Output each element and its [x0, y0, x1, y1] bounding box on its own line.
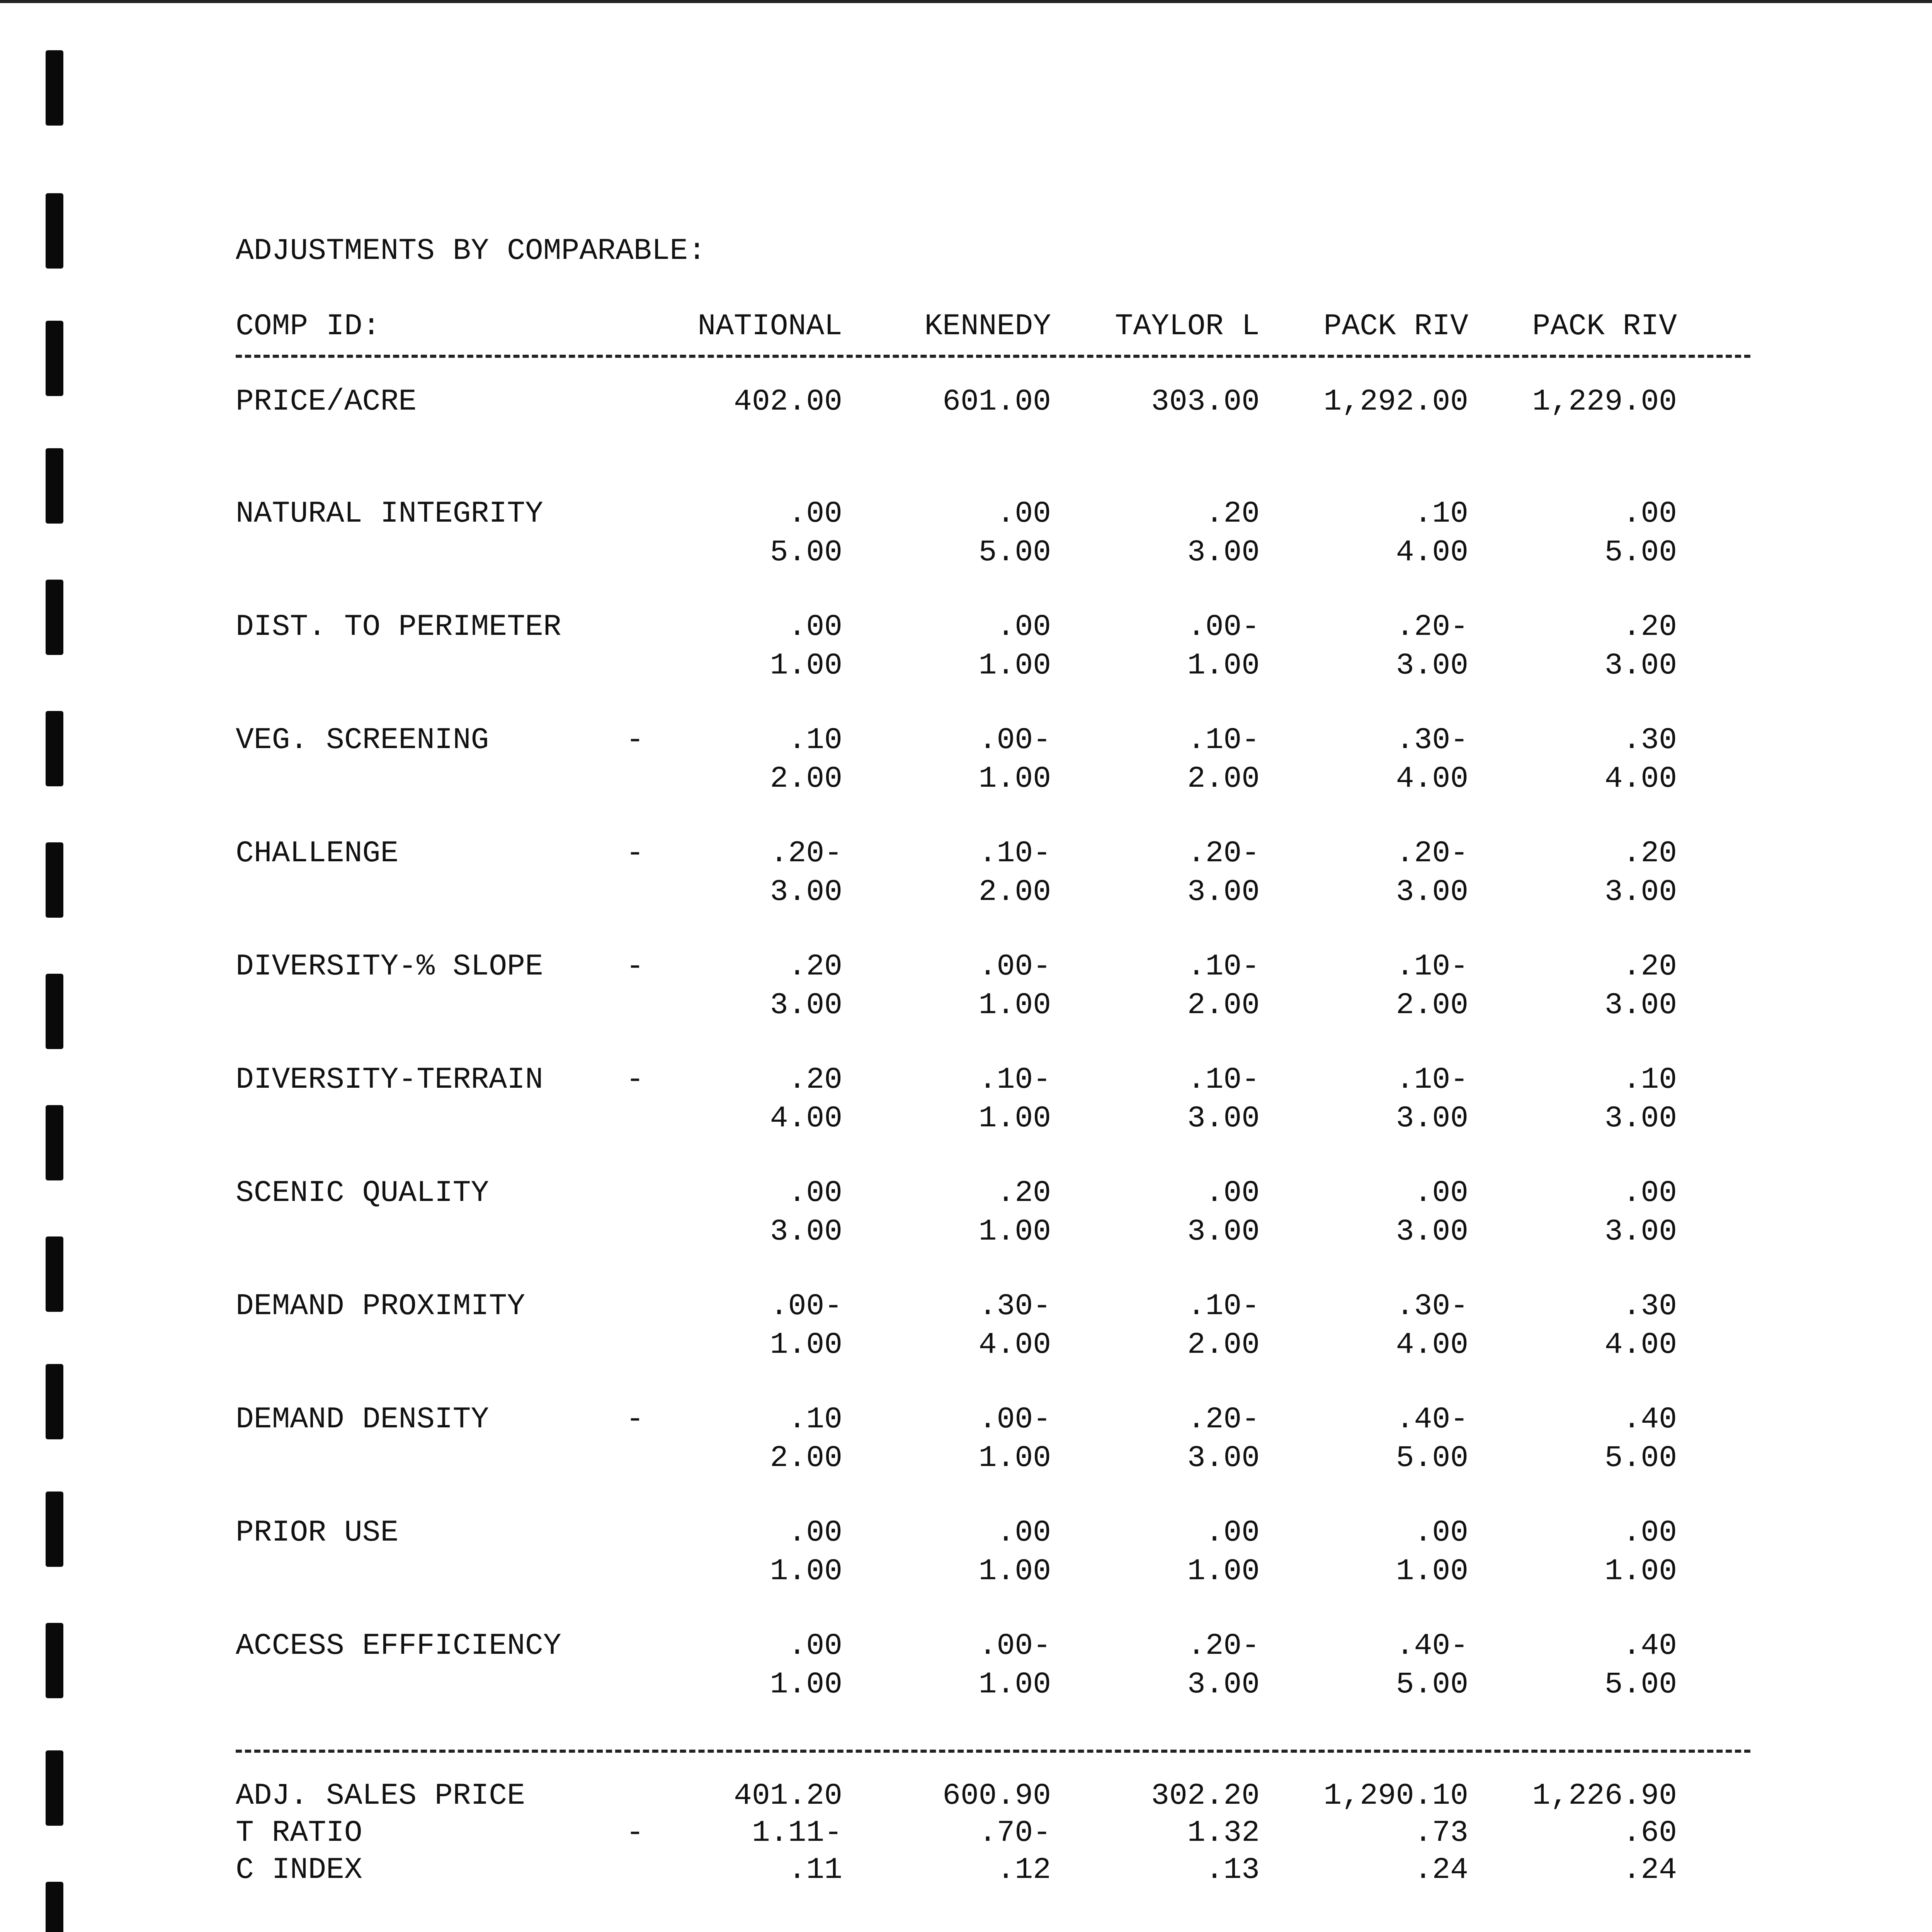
- binder-mark: [46, 1492, 63, 1567]
- summary-cell: 1,226.90: [1532, 1779, 1677, 1813]
- table-cell: 1,229.00: [1532, 385, 1677, 419]
- binder-mark: [46, 321, 63, 396]
- adjustment-cell: .00: [1622, 1176, 1677, 1210]
- factor-label: NATURAL INTEGRITY: [236, 497, 543, 531]
- binder-mark: [46, 1882, 63, 1932]
- summary-divider: [236, 1750, 1750, 1753]
- adjustment-cell: .00: [1205, 1516, 1260, 1550]
- binder-mark: [46, 711, 63, 786]
- score-cell: 3.00: [770, 875, 842, 909]
- score-cell: 3.00: [770, 988, 842, 1022]
- summary-cell: .70-: [978, 1816, 1051, 1850]
- adjustment-cell: .10-: [1396, 1063, 1468, 1097]
- table-cell: 303.00: [1151, 385, 1260, 419]
- score-cell: 3.00: [1604, 649, 1677, 683]
- adjustment-cell: .40-: [1396, 1629, 1468, 1663]
- score-cell: 3.00: [1187, 1102, 1260, 1136]
- score-cell: 5.00: [770, 536, 842, 570]
- factor-label: SCENIC QUALITY: [236, 1176, 489, 1210]
- score-cell: 3.00: [1396, 649, 1468, 683]
- binder-mark: [46, 193, 63, 269]
- score-cell: 3.00: [1187, 1668, 1260, 1702]
- binder-mark: [46, 1236, 63, 1312]
- adjustment-cell: .00: [788, 497, 842, 531]
- report-title: ADJUSTMENTS BY COMPARABLE:: [236, 234, 706, 268]
- summary-dash-marker: -: [626, 1816, 644, 1850]
- adjustment-cell: .20: [1622, 837, 1677, 871]
- score-cell: 3.00: [1187, 1215, 1260, 1249]
- score-cell: 2.00: [1187, 1328, 1260, 1362]
- adjustment-cell: .30-: [978, 1289, 1051, 1323]
- factor-dash-marker: -: [626, 950, 644, 984]
- score-cell: 4.00: [978, 1328, 1051, 1362]
- adjustment-cell: .00: [997, 1516, 1051, 1550]
- factor-label: VEG. SCREENING: [236, 723, 489, 757]
- adjustment-cell: .10-: [1187, 950, 1260, 984]
- summary-cell: 401.20: [734, 1779, 842, 1813]
- adjustment-cell: .20: [1622, 610, 1677, 644]
- comp-id-label: COMP ID:: [236, 310, 381, 344]
- adjustment-cell: .10-: [1187, 1063, 1260, 1097]
- score-cell: 4.00: [1396, 762, 1468, 796]
- score-cell: 1.00: [978, 1441, 1051, 1475]
- adjustment-cell: .00: [1414, 1516, 1468, 1550]
- adjustment-cell: .30-: [1396, 723, 1468, 757]
- binder-mark: [46, 50, 63, 126]
- page-top-edge: [0, 0, 1932, 3]
- adjustment-cell: .20-: [1187, 1403, 1260, 1437]
- adjustment-cell: .00: [788, 1629, 842, 1663]
- factor-dash-marker: -: [626, 837, 644, 871]
- score-cell: 4.00: [770, 1102, 842, 1136]
- score-cell: 3.00: [1396, 875, 1468, 909]
- adjustment-cell: .00: [788, 1516, 842, 1550]
- summary-cell: 1.11-: [752, 1816, 842, 1850]
- factor-dash-marker: -: [626, 1063, 644, 1097]
- score-cell: 5.00: [1604, 536, 1677, 570]
- summary-cell: .12: [997, 1853, 1051, 1887]
- score-cell: 1.00: [770, 1554, 842, 1588]
- summary-cell: .13: [1205, 1853, 1260, 1887]
- summary-cell: 302.20: [1151, 1779, 1260, 1813]
- factor-label: ACCESS EFFFICIENCY: [236, 1629, 561, 1663]
- binder-mark: [46, 1623, 63, 1698]
- adjustment-cell: .20-: [1187, 1629, 1260, 1663]
- adjustment-cell: .30-: [1396, 1289, 1468, 1323]
- adjustment-cell: .20: [1622, 950, 1677, 984]
- summary-cell: .73: [1414, 1816, 1468, 1850]
- score-cell: 1.00: [978, 1102, 1051, 1136]
- score-cell: 3.00: [1604, 1215, 1677, 1249]
- adjustment-cell: .10-: [978, 837, 1051, 871]
- score-cell: 1.00: [770, 1668, 842, 1702]
- table-cell: 601.00: [942, 385, 1051, 419]
- summary-cell: 600.90: [942, 1779, 1051, 1813]
- factor-dash-marker: -: [626, 1403, 644, 1437]
- adjustment-cell: .20: [1205, 497, 1260, 531]
- score-cell: 2.00: [770, 1441, 842, 1475]
- score-cell: 1.00: [770, 649, 842, 683]
- column-header: PACK RIV: [1532, 310, 1677, 344]
- score-cell: 3.00: [1604, 988, 1677, 1022]
- adjustment-cell: .30: [1622, 723, 1677, 757]
- score-cell: 3.00: [1187, 1441, 1260, 1475]
- factor-label: DIVERSITY-TERRAIN: [236, 1063, 543, 1097]
- score-cell: 2.00: [1396, 988, 1468, 1022]
- score-cell: 1.00: [978, 1554, 1051, 1588]
- score-cell: 1.00: [1604, 1554, 1677, 1588]
- adjustment-cell: .10: [1414, 497, 1468, 531]
- score-cell: 2.00: [1187, 988, 1260, 1022]
- factor-label: PRIOR USE: [236, 1516, 399, 1550]
- adjustment-cell: .00: [1622, 1516, 1677, 1550]
- score-cell: 5.00: [1604, 1668, 1677, 1702]
- row-label: PRICE/ACRE: [236, 385, 417, 419]
- adjustment-cell: .10-: [1187, 723, 1260, 757]
- column-header: KENNEDY: [924, 310, 1051, 344]
- score-cell: 3.00: [770, 1215, 842, 1249]
- adjustment-cell: .20-: [1187, 837, 1260, 871]
- score-cell: 1.00: [978, 1215, 1051, 1249]
- score-cell: 1.00: [978, 1668, 1051, 1702]
- adjustment-cell: .20-: [1396, 610, 1468, 644]
- factor-dash-marker: -: [626, 723, 644, 757]
- score-cell: 3.00: [1604, 1102, 1677, 1136]
- score-cell: 4.00: [1396, 536, 1468, 570]
- adjustment-cell: .20-: [1396, 837, 1468, 871]
- adjustment-cell: .00: [997, 497, 1051, 531]
- score-cell: 3.00: [1396, 1215, 1468, 1249]
- factor-label: DIVERSITY-% SLOPE: [236, 950, 543, 984]
- adjustment-cell: .00: [1622, 497, 1677, 531]
- summary-label: C INDEX: [236, 1853, 362, 1887]
- adjustment-cell: .00: [997, 610, 1051, 644]
- adjustment-cell: .00-: [978, 1403, 1051, 1437]
- adjustment-cell: .00: [1414, 1176, 1468, 1210]
- score-cell: 4.00: [1396, 1328, 1468, 1362]
- factor-label: DEMAND PROXIMITY: [236, 1289, 525, 1323]
- summary-label: ADJ. SALES PRICE: [236, 1779, 525, 1813]
- score-cell: 1.00: [978, 988, 1051, 1022]
- score-cell: 2.00: [978, 875, 1051, 909]
- adjustment-cell: .30: [1622, 1289, 1677, 1323]
- binder-mark: [46, 974, 63, 1049]
- score-cell: 3.00: [1187, 536, 1260, 570]
- adjustment-cell: .00-: [978, 723, 1051, 757]
- score-cell: 1.00: [978, 762, 1051, 796]
- score-cell: 1.00: [978, 649, 1051, 683]
- summary-cell: .24: [1622, 1853, 1677, 1887]
- column-header: PACK RIV: [1323, 310, 1468, 344]
- adjustment-cell: .10-: [1396, 950, 1468, 984]
- summary-cell: 1.32: [1187, 1816, 1260, 1850]
- adjustment-cell: .40: [1622, 1629, 1677, 1663]
- score-cell: 1.00: [770, 1328, 842, 1362]
- binder-mark: [46, 448, 63, 524]
- adjustment-cell: .20: [788, 1063, 842, 1097]
- adjustment-cell: .00: [788, 610, 842, 644]
- adjustment-cell: .40-: [1396, 1403, 1468, 1437]
- score-cell: 2.00: [1187, 762, 1260, 796]
- score-cell: 1.00: [1396, 1554, 1468, 1588]
- score-cell: 5.00: [1604, 1441, 1677, 1475]
- header-divider: [236, 355, 1750, 358]
- adjustment-cell: .00-: [978, 950, 1051, 984]
- adjustment-cell: .00: [788, 1176, 842, 1210]
- binder-mark: [46, 1105, 63, 1180]
- summary-cell: .24: [1414, 1853, 1468, 1887]
- binder-mark: [46, 580, 63, 655]
- summary-cell: .60: [1622, 1816, 1677, 1850]
- score-cell: 3.00: [1396, 1102, 1468, 1136]
- factor-label: CHALLENGE: [236, 837, 399, 871]
- score-cell: 3.00: [1604, 875, 1677, 909]
- adjustment-cell: .20-: [770, 837, 842, 871]
- adjustment-cell: .40: [1622, 1403, 1677, 1437]
- adjustment-cell: .10-: [1187, 1289, 1260, 1323]
- adjustment-cell: .00: [1205, 1176, 1260, 1210]
- score-cell: 1.00: [1187, 649, 1260, 683]
- adjustment-cell: .10: [788, 1403, 842, 1437]
- summary-label: T RATIO: [236, 1816, 362, 1850]
- score-cell: 4.00: [1604, 1328, 1677, 1362]
- binder-mark: [46, 1364, 63, 1439]
- table-cell: 1,292.00: [1323, 385, 1468, 419]
- adjustment-cell: .00-: [1187, 610, 1260, 644]
- factor-label: DIST. TO PERIMETER: [236, 610, 561, 644]
- adjustment-cell: .10: [788, 723, 842, 757]
- score-cell: 5.00: [978, 536, 1051, 570]
- score-cell: 5.00: [1396, 1441, 1468, 1475]
- adjustment-cell: .20: [997, 1176, 1051, 1210]
- column-header: TAYLOR L: [1115, 310, 1260, 344]
- summary-cell: 1,290.10: [1323, 1779, 1468, 1813]
- adjustment-cell: .20: [788, 950, 842, 984]
- adjustment-cell: .10: [1622, 1063, 1677, 1097]
- factor-label: DEMAND DENSITY: [236, 1403, 489, 1437]
- adjustment-cell: .10-: [978, 1063, 1051, 1097]
- binder-mark: [46, 1750, 63, 1826]
- score-cell: 4.00: [1604, 762, 1677, 796]
- summary-cell: .11: [788, 1853, 842, 1887]
- table-cell: 402.00: [734, 385, 842, 419]
- score-cell: 5.00: [1396, 1668, 1468, 1702]
- adjustment-cell: .00-: [978, 1629, 1051, 1663]
- score-cell: 2.00: [770, 762, 842, 796]
- adjustment-cell: .00-: [770, 1289, 842, 1323]
- binder-mark: [46, 842, 63, 918]
- score-cell: 3.00: [1187, 875, 1260, 909]
- column-header: NATIONAL: [697, 310, 842, 344]
- score-cell: 1.00: [1187, 1554, 1260, 1588]
